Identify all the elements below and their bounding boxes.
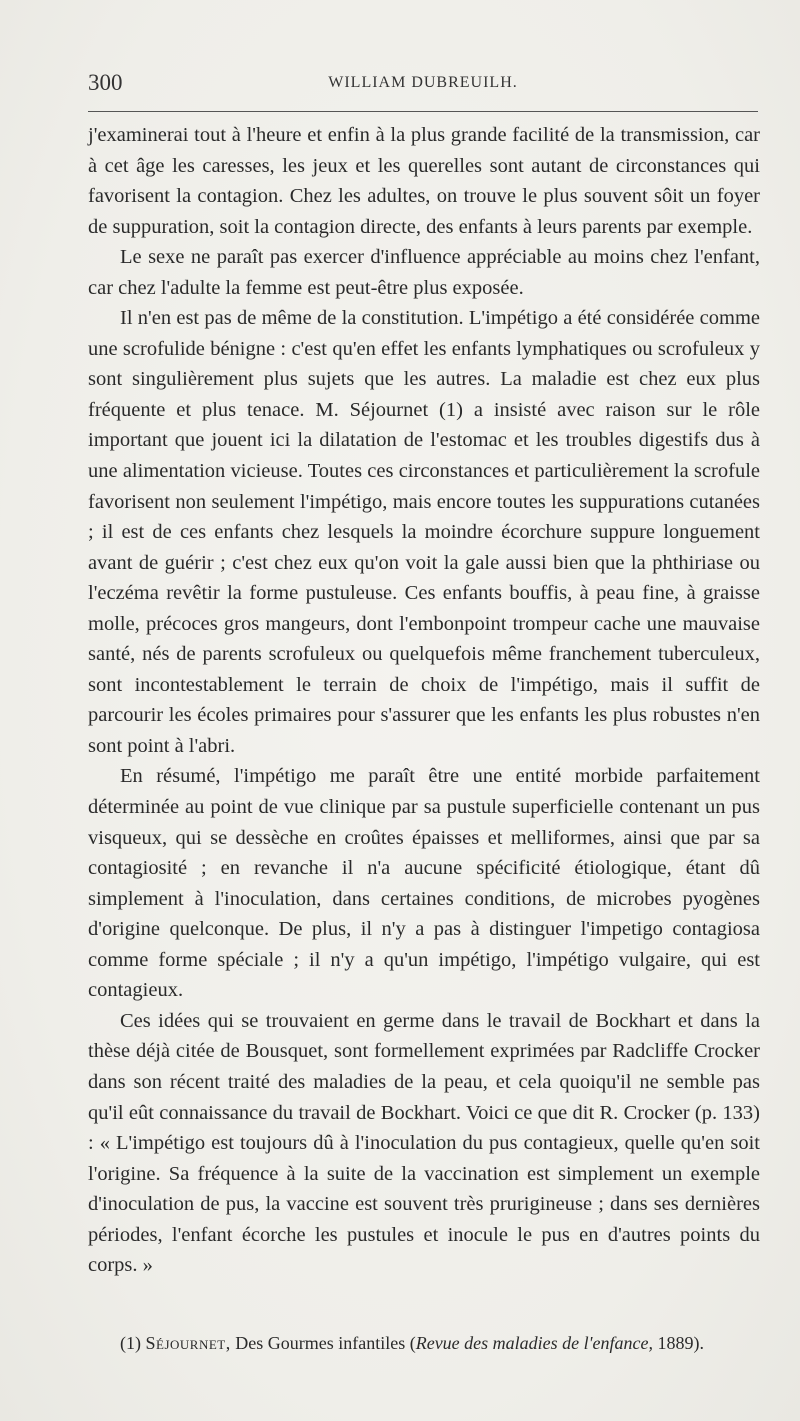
footnote-journal: Revue des maladies de l'enfance, (415, 1333, 653, 1353)
footnote-marker: (1) (120, 1333, 141, 1353)
paragraph: Il n'en est pas de même de la constitution. L'impétigo a été considérée comme une scrofulide bénigne : c'est qu'en effet les enfants lymphatiques ou scrofuleux y sont singulièrement plus sujets que les autres. La maladie est chez eux plus fréquente et plus tenace. M. Séjournet (1) a insisté avec raison sur le rôle important que jouent ici la dilatation de l'estomac et les troubles digestifs dus à une alimentation vicieuse. Toutes ces circonstances et particulièrement la scrofule favorisent non seulement l'impétigo, mais encore toutes les suppurations cutanées ; il est de ces enfants chez lesquels la moindre écorchure suppure longuement avant de guérir ; c'est chez eux qu'on voit la gale aussi bien que la phthiriase ou l'eczéma revêtir la forme pustuleuse. Ces enfants bouffis, à peau fine, à graisse molle, précoces gros mangeurs, dont l'embonpoint trompeur cache une mauvaise santé, nés de parents scrofuleux ou quelquefois même franchement tuberculeux, sont incontestablement le terrain de choix de l'impétigo, mais il suffit de parcourir les écoles primaires pour s'assurer que les enfants les plus robustes n'en sont point à l'abri. (88, 307, 760, 757)
footnote-text: Des Gourmes infantiles ( (235, 1333, 416, 1353)
header-rule (88, 111, 758, 112)
paragraph: Le sexe ne paraît pas exercer d'influence appréciable au moins chez l'enfant, car chez l'adulte la femme est peut-être plus exposée. (88, 246, 760, 299)
paragraph: j'examinerai tout à l'heure et enfin à la plus grande facilité de la transmission, car à cet âge les caresses, les jeux et les querelles sont autant de circonstances qui favorisent la contagion. Chez les adultes, on trouve le plus souvent sôit un foyer de suppuration, soit la contagion directe, des enfants à leurs parents par exemple. (88, 124, 760, 238)
footnote-year: 1889). (657, 1333, 704, 1353)
paragraph: En résumé, l'impétigo me paraît être une entité morbide parfaitement déterminée au point de vue clinique par sa pustule superficielle contenant un pus visqueux, qui se dessèche en croûtes épaisses et melliformes, ainsi que par sa contagiosité ; en revanche il n'a aucune spécificité étiologique, étant dû simplement à l'inoculation, dans certaines conditions, de microbes pyogènes d'origine quelconque. De plus, il n'y a pas à distinguer l'impetigo contagiosa comme forme spéciale ; il n'y a qu'un impétigo, l'impétigo vulgaire, qui est contagieux. (88, 765, 760, 1002)
footnote-author: Séjournet, (145, 1333, 231, 1353)
footnote (88, 1330, 760, 1356)
body-text (88, 120, 760, 1281)
page-header (88, 70, 758, 100)
running-head: WILLIAM DUBREUILH. (328, 74, 518, 91)
page-number: 300 (88, 70, 123, 95)
paragraph: Ces idées qui se trouvaient en germe dans le travail de Bockhart et dans la thèse déjà citée de Bousquet, sont formellement exprimées par Radcliffe Crocker dans son récent traité des maladies de la peau, et cela quoiqu'il ne semble pas qu'il eût connaissance du travail de Bockhart. Voici ce que dit R. Crocker (p. 133) : « L'impétigo est toujours dû à l'inoculation du pus contagieux, quelle qu'en soit l'origine. Sa fréquence à la suite de la vaccination est simplement un exemple d'inoculation de pus, la vaccine est souvent très prurigineuse ; dans ses dernières périodes, l'enfant écorche les pustules et inocule le pus en d'autres points du corps. » (88, 1009, 760, 1277)
